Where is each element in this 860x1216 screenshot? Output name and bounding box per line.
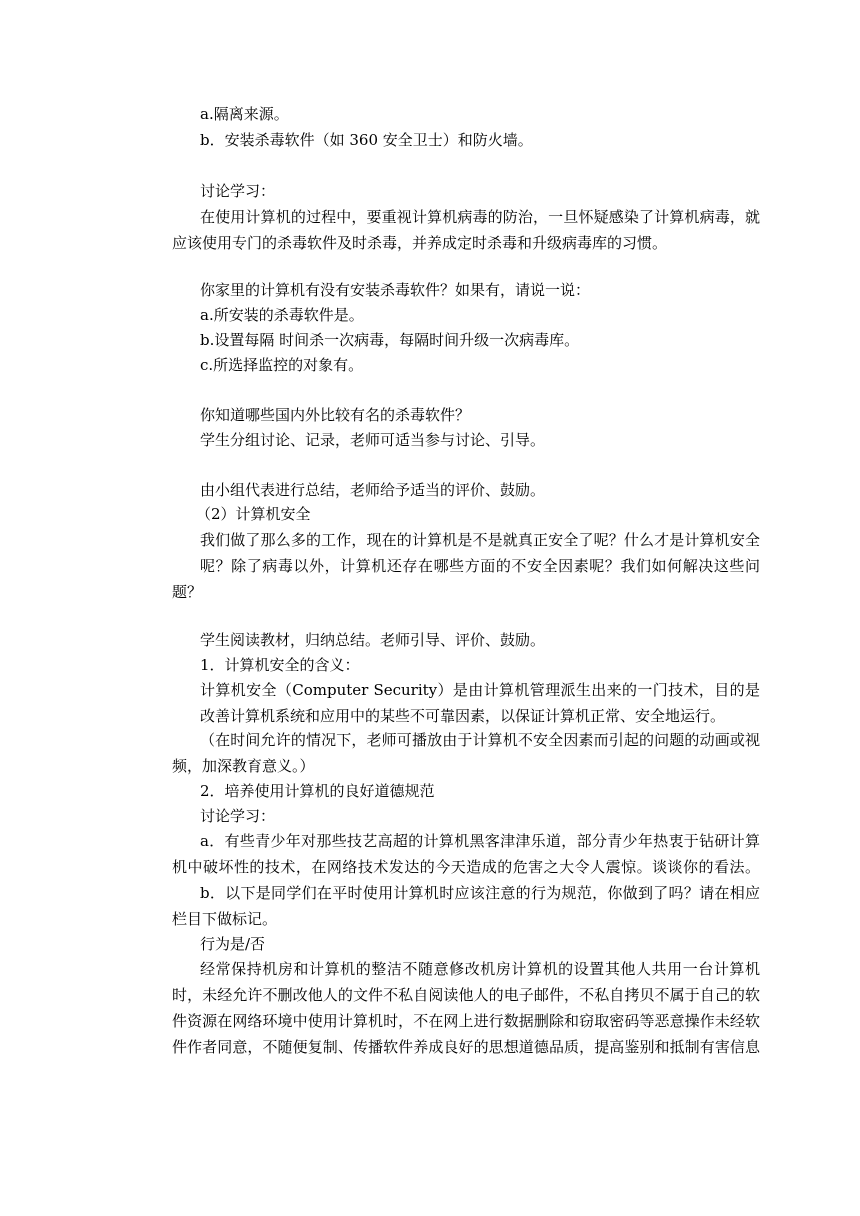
paragraph [172,956,760,1060]
paragraph [172,727,760,779]
text-line: a．有些青少年对那些技艺高超的计算机黑客津津乐道，部分青少年热衷于钻研计算 [200,832,760,850]
text-line: 应该使用专门的杀毒软件及时杀毒，并养成定时杀毒和升级病毒库的习惯。 [172,234,668,252]
text-line: 讨论学习： [200,807,276,825]
text-line: 计算机安全（Computer Security）是由计算机管理派生出来的一门技术，目的是 [200,681,760,699]
text-line: 时，未经允许不删改他人的文件不私自阅读他人的电子邮件，不私自拷贝不属于自己的软 [172,986,760,1004]
section-heading: 2．培养使用计算机的良好道德规范 [200,782,435,800]
text-line: 件作者同意，不随便复制、传播软件养成良好的思想道德品质，提高鉴别和抵制有害信息 [172,1038,760,1056]
text-line: 改善计算机系统和应用中的某些不可靠因素，以保证计算机正常、安全地运行。 [200,707,726,725]
text-line: b.设置每隔 时间杀一次病毒，每隔时间升级一次病毒库。 [200,331,580,349]
text-line: 学生阅读教材，归纳总结。老师引导、评价、鼓励。 [200,631,546,649]
paragraph [172,677,760,729]
section-heading: （2）计算机安全 [196,505,311,523]
text-line: 机中破坏性的技术，在网络技术发达的今天造成的危害之大令人震惊。谈谈你的看法。 [172,858,760,876]
section-heading: 1．计算机安全的含义： [200,656,360,674]
text-line: 由小组代表进行总结，老师给予适当的评价、鼓励。 [200,481,546,499]
text-line: b．以下是同学们在平时使用计算机时应该注意的行为规范，你做到了吗？请在相应 [200,884,760,902]
paragraph [172,527,760,605]
text-line: 呢？除了病毒以外，计算机还存在哪些方面的不安全因素呢？我们如何解决这些问 [200,557,760,575]
text-line: 频，加深教育意义。） [172,757,315,775]
text-line: 你家里的计算机有没有安装杀毒软件？如果有，请说一说： [200,281,591,299]
text-line: 讨论学习： [200,182,276,200]
text-line: 件资源在网络环境中使用计算机时，不在网上进行数据删除和窃取密码等恶意操作未经软 [172,1012,760,1030]
text-line: 题？ [172,583,203,601]
text-line: a.所安装的杀毒软件是。 [200,306,364,324]
text-line: a.隔离来源。 [200,105,289,123]
text-line: 你知道哪些国内外比较有名的杀毒软件？ [200,406,471,424]
text-line: 栏目下做标记。 [172,910,278,928]
text-line: 经常保持机房和计算机的整洁不随意修改机房计算机的设置其他人共用一台计算机 [200,960,760,978]
paragraph [172,204,760,256]
text-line: 学生分组讨论、记录，老师可适当参与讨论、引导。 [200,431,546,449]
paragraph [172,828,760,932]
text-line: 我们做了那么多的工作，现在的计算机是不是就真正安全了呢？什么才是计算机安全 [200,531,760,549]
text-line: 行为是/否 [200,935,266,953]
text-line: 在使用计算机的过程中，要重视计算机病毒的防治，一旦怀疑感染了计算机病毒，就 [200,208,760,226]
text-line: b．安装杀毒软件（如 360 安全卫士）和防火墙。 [200,131,533,149]
text-line: （在时间允许的情况下，老师可播放由于计算机不安全因素而引起的问题的动画或视 [200,731,760,749]
text-line: c.所选择监控的对象有。 [200,356,364,374]
